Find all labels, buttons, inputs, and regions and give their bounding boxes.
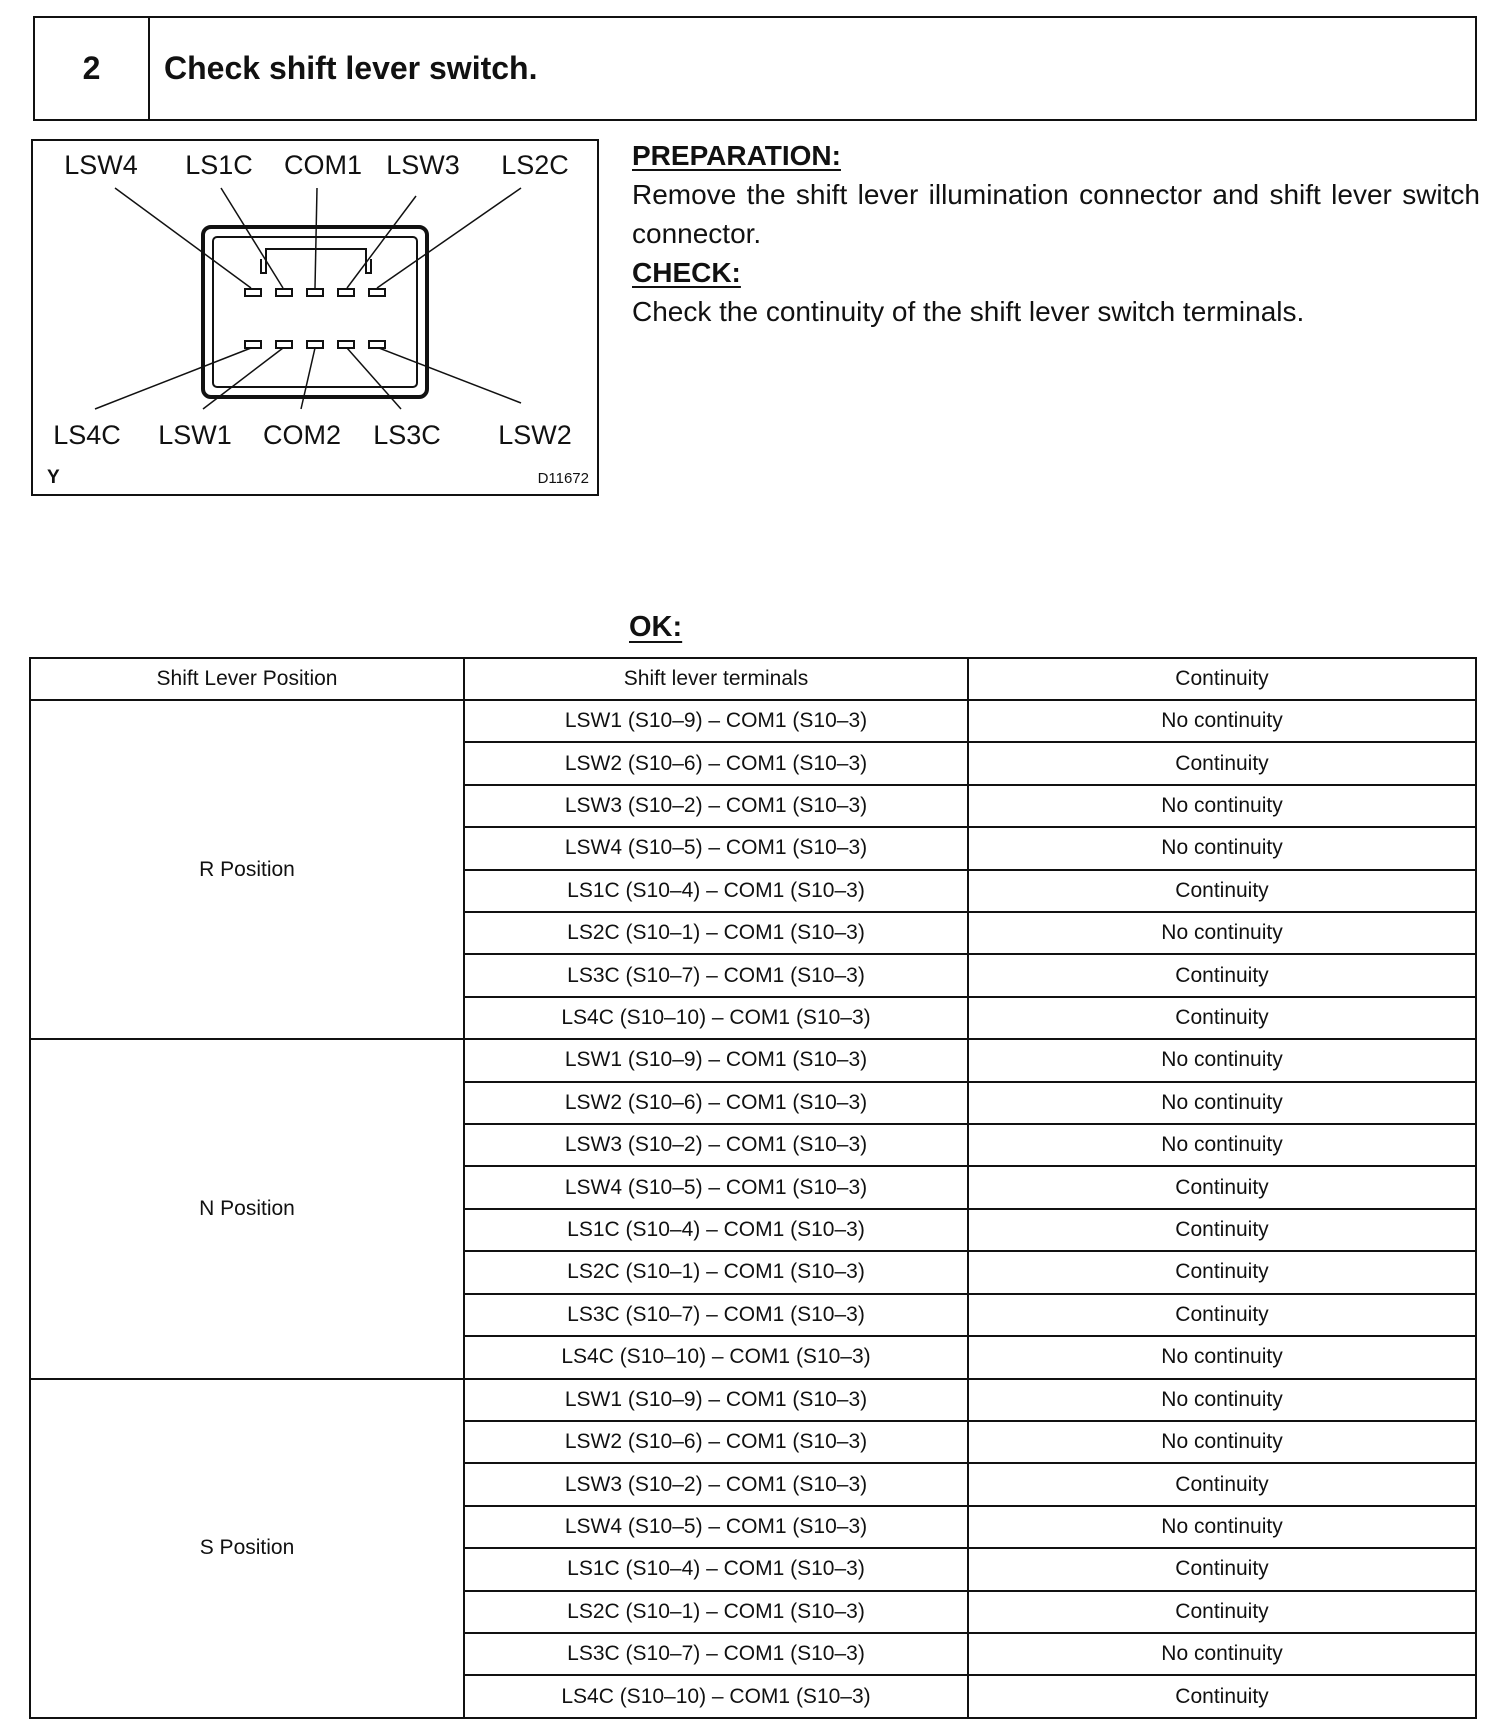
terminals-cell: LS4C (S10–10) – COM1 (S10–3) xyxy=(464,1675,968,1718)
terminal-5 xyxy=(369,289,385,296)
continuity-cell: No continuity xyxy=(968,1633,1476,1675)
terminals-cell: LSW2 (S10–6) – COM1 (S10–3) xyxy=(464,742,968,784)
continuity-cell: No continuity xyxy=(968,1124,1476,1166)
label-lsw2: LSW2 xyxy=(498,420,572,450)
continuity-cell: No continuity xyxy=(968,827,1476,869)
connector-diagram xyxy=(33,141,597,494)
terminals-cell: LS4C (S10–10) – COM1 (S10–3) xyxy=(464,1336,968,1378)
terminals-cell: LS1C (S10–4) – COM1 (S10–3) xyxy=(464,1209,968,1251)
header-shift-lever-terminals: Shift lever terminals xyxy=(464,658,968,700)
header-shift-lever-position: Shift Lever Position xyxy=(30,658,464,700)
continuity-cell: No continuity xyxy=(968,785,1476,827)
position-cell: N Position xyxy=(30,1039,464,1378)
table-row xyxy=(30,1039,1476,1081)
terminals-cell: LSW3 (S10–2) – COM1 (S10–3) xyxy=(464,1124,968,1166)
position-cell: S Position xyxy=(30,1379,464,1719)
terminals-cell: LS1C (S10–4) – COM1 (S10–3) xyxy=(464,870,968,912)
continuity-cell: No continuity xyxy=(968,1421,1476,1463)
continuity-cell: Continuity xyxy=(968,1675,1476,1718)
terminals-cell: LSW3 (S10–2) – COM1 (S10–3) xyxy=(464,785,968,827)
continuity-cell: Continuity xyxy=(968,1166,1476,1208)
label-ls3c: LS3C xyxy=(373,420,441,450)
continuity-cell: No continuity xyxy=(968,1039,1476,1081)
figure-code: D11672 xyxy=(537,470,589,487)
label-com1: COM1 xyxy=(283,150,363,180)
connector-figure xyxy=(31,139,599,496)
terminal-6 xyxy=(245,341,261,348)
step-title: Check shift lever switch. xyxy=(164,50,538,86)
terminal-2 xyxy=(276,289,292,296)
leader-lines xyxy=(95,188,521,409)
continuity-table xyxy=(29,657,1477,1719)
label-ls1c: LS1C xyxy=(185,150,253,180)
header-continuity: Continuity xyxy=(968,658,1476,700)
terminals-cell: LSW1 (S10–9) – COM1 (S10–3) xyxy=(464,700,968,742)
continuity-cell: Continuity xyxy=(968,1251,1476,1293)
terminals-cell: LS2C (S10–1) – COM1 (S10–3) xyxy=(464,1591,968,1633)
instructions xyxy=(632,136,1480,331)
terminals-cell: LSW1 (S10–9) – COM1 (S10–3) xyxy=(464,1039,968,1081)
preparation-text: Remove the shift lever illumination connector and shift lever switch connector. xyxy=(632,179,1480,249)
table-header-row xyxy=(30,658,1476,700)
terminal-8 xyxy=(307,341,323,348)
label-com2: COM2 xyxy=(262,420,342,450)
label-lsw4: LSW4 xyxy=(64,150,138,180)
continuity-cell: No continuity xyxy=(968,1506,1476,1548)
terminals-cell: LS2C (S10–1) – COM1 (S10–3) xyxy=(464,1251,968,1293)
check-heading: CHECK: xyxy=(632,257,741,288)
terminal-3 xyxy=(307,289,323,296)
continuity-cell: No continuity xyxy=(968,700,1476,742)
continuity-cell: Continuity xyxy=(968,954,1476,996)
ok-label: OK: xyxy=(629,611,683,643)
check-text: Check the continuity of the shift lever switch terminals. xyxy=(632,296,1305,327)
table-body xyxy=(30,700,1476,1718)
terminals-cell: LS2C (S10–1) – COM1 (S10–3) xyxy=(464,912,968,954)
continuity-cell: No continuity xyxy=(968,1379,1476,1421)
terminals-cell: LS3C (S10–7) – COM1 (S10–3) xyxy=(464,1294,968,1336)
terminals-cell: LSW4 (S10–5) – COM1 (S10–3) xyxy=(464,827,968,869)
continuity-cell: Continuity xyxy=(968,1294,1476,1336)
label-lsw3: LSW3 xyxy=(386,150,460,180)
terminal-10 xyxy=(369,341,385,348)
terminals-cell: LSW4 (S10–5) – COM1 (S10–3) xyxy=(464,1506,968,1548)
continuity-cell: Continuity xyxy=(968,870,1476,912)
terminal-1 xyxy=(245,289,261,296)
continuity-cell: Continuity xyxy=(968,1548,1476,1590)
step-header xyxy=(33,16,1477,121)
terminals-cell: LSW4 (S10–5) – COM1 (S10–3) xyxy=(464,1166,968,1208)
continuity-cell: Continuity xyxy=(968,1591,1476,1633)
terminals-cell: LSW2 (S10–6) – COM1 (S10–3) xyxy=(464,1421,968,1463)
terminals-cell: LSW3 (S10–2) – COM1 (S10–3) xyxy=(464,1463,968,1505)
preparation-heading: PREPARATION: xyxy=(632,140,841,171)
continuity-cell: Continuity xyxy=(968,1463,1476,1505)
label-ls4c: LS4C xyxy=(53,420,121,450)
terminals-cell: LS3C (S10–7) – COM1 (S10–3) xyxy=(464,954,968,996)
terminal-9 xyxy=(338,341,354,348)
terminal-7 xyxy=(276,341,292,348)
table-row xyxy=(30,700,1476,742)
table-row xyxy=(30,1379,1476,1421)
continuity-cell: Continuity xyxy=(968,997,1476,1039)
figure-corner-letter: Y xyxy=(47,467,60,488)
continuity-cell: No continuity xyxy=(968,1082,1476,1124)
step-number: 2 xyxy=(35,18,150,119)
terminals-cell: LSW1 (S10–9) – COM1 (S10–3) xyxy=(464,1379,968,1421)
continuity-cell: Continuity xyxy=(968,1209,1476,1251)
terminals-cell: LS4C (S10–10) – COM1 (S10–3) xyxy=(464,997,968,1039)
continuity-cell: Continuity xyxy=(968,742,1476,784)
continuity-cell: No continuity xyxy=(968,1336,1476,1378)
terminals-cell: LS3C (S10–7) – COM1 (S10–3) xyxy=(464,1633,968,1675)
terminals-cell: LSW2 (S10–6) – COM1 (S10–3) xyxy=(464,1082,968,1124)
label-ls2c: LS2C xyxy=(501,150,569,180)
terminal-4 xyxy=(338,289,354,296)
position-cell: R Position xyxy=(30,700,464,1039)
label-lsw1: LSW1 xyxy=(158,420,232,450)
continuity-cell: No continuity xyxy=(968,912,1476,954)
connector-terminals xyxy=(245,289,385,348)
terminals-cell: LS1C (S10–4) – COM1 (S10–3) xyxy=(464,1548,968,1590)
